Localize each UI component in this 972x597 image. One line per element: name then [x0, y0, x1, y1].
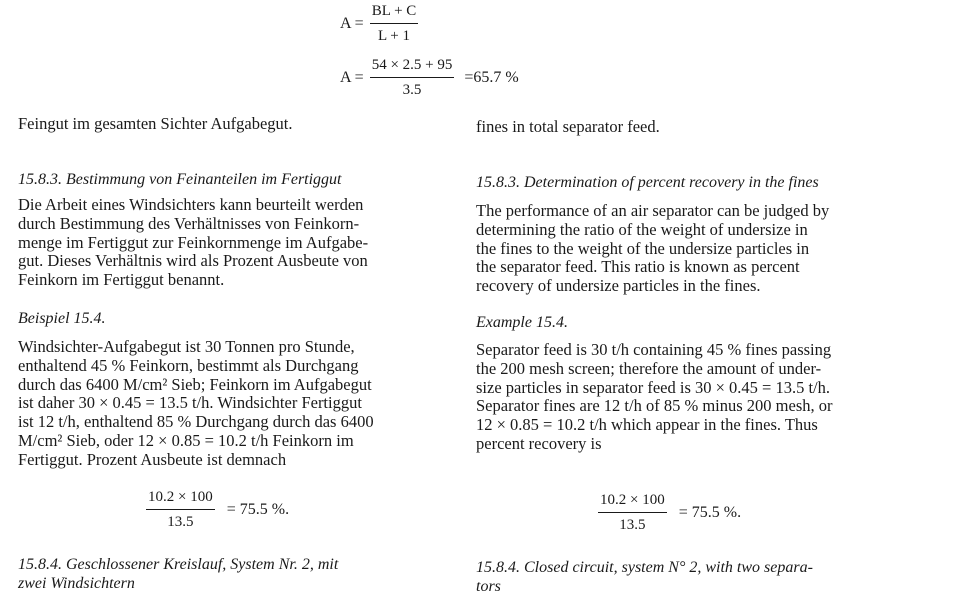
formula-general: [340, 3, 424, 45]
formula-numerator: BL + C: [370, 3, 419, 24]
text-line: enthaltend 45 % Feinkorn, bestimmt als Durchgang: [18, 355, 359, 375]
german-example-heading: Beispiel 15.4.: [18, 310, 106, 327]
text-line: the 200 mesh screen; therefore the amount of under-: [476, 358, 822, 378]
english-section-1583-paragraph: [476, 202, 888, 296]
english-example-heading: Example 15.4.: [476, 314, 568, 331]
formula-result: =65.7 %: [464, 69, 519, 86]
formula-denominator: 3.5: [402, 82, 422, 98]
text-line: Separator feed is 30 t/h containing 45 % fines passing: [476, 340, 832, 359]
text-line: M/cm² Sieb, oder 12 × 0.85 = 10.2 t/h Feinkorn im: [18, 430, 354, 450]
text-line: gut. Dieses Verhältnis wird als Prozent Ausbeute von: [18, 251, 368, 271]
formula-lhs: A =: [340, 15, 364, 32]
formula-result: = 75.5 %.: [678, 504, 742, 521]
text-line: recovery of undersize particles in the fines.: [476, 276, 761, 296]
text-line: Feinkorn im Fertiggut benannt.: [18, 270, 225, 290]
english-formula: [592, 492, 741, 534]
text-line: size particles in separator feed is 30 × 0.45 = 13.5 t/h.: [476, 377, 831, 397]
text-line: Separator fines are 12 t/h of 85 % minus 200 mesh, or: [476, 396, 833, 416]
text-line: the fines to the weight of the undersize particles in: [476, 238, 810, 258]
text-line: determining the ratio of the weight of undersize in: [476, 219, 808, 239]
english-section-1583-heading: 15.8.3. Determination of percent recovery in the fines: [476, 174, 819, 191]
text-line: zwei Windsichtern: [18, 574, 135, 592]
formula-result: = 75.5 %.: [226, 501, 290, 518]
english-section-1584-heading: [476, 559, 888, 597]
formula-fraction: [370, 3, 419, 45]
formula-numerator: 54 × 2.5 + 95: [370, 57, 455, 78]
formula-example: [340, 57, 519, 99]
text-line: 15.8.4. Geschlossener Kreislauf, System Nr. 2, mit: [18, 556, 339, 573]
text-line: ist 12 t/h, enthaltend 85 % Durchgang durch das 6400: [18, 412, 374, 432]
text-line: tors: [476, 577, 501, 595]
text-line: 12 × 0.85 = 10.2 t/h which appear in the fines. Thus: [476, 415, 818, 435]
text-line: ist daher 30 × 0.45 = 13.5 t/h. Windsichter Fertiggut: [18, 393, 362, 413]
formula-numerator: 10.2 × 100: [598, 492, 667, 513]
formula-fraction: [598, 492, 667, 534]
text-line: the separator feed. This ratio is known as percent: [476, 257, 800, 277]
text-line: 15.8.4. Closed circuit, system N° 2, with two separa-: [476, 559, 813, 576]
formula-fraction: [370, 57, 455, 99]
german-intro: Feingut im gesamten Sichter Aufgabegut.: [18, 114, 293, 133]
german-section-1583-paragraph: [18, 196, 430, 290]
german-example-paragraph: [18, 338, 430, 470]
text-line: durch das 6400 M/cm² Sieb; Feinkorn im Aufgabegut: [18, 374, 372, 394]
formula-lhs: A =: [340, 69, 364, 86]
text-line: Windsichter-Aufgabegut ist 30 Tonnen pro Stunde,: [18, 337, 355, 356]
german-section-1583-heading: 15.8.3. Bestimmung von Feinanteilen im Fertiggut: [18, 171, 342, 188]
text-line: Fertiggut. Prozent Ausbeute ist demnach: [18, 449, 287, 469]
text-line: durch Bestimmung des Verhältnisses von Feinkorn-: [18, 213, 360, 233]
text-line: menge im Fertiggut zur Feinkornmenge im Aufgabe-: [18, 232, 369, 252]
formula-denominator: 13.5: [167, 514, 194, 530]
formula-denominator: L + 1: [377, 28, 411, 44]
formula-denominator: 13.5: [619, 517, 646, 533]
text-line: The performance of an air separator can be judged by: [476, 201, 830, 220]
german-formula: [140, 489, 289, 531]
text-line: Die Arbeit eines Windsichters kann beurteilt werden: [18, 195, 364, 214]
german-section-1584-heading: [18, 556, 430, 594]
formula-fraction: [146, 489, 215, 531]
english-example-paragraph: [476, 341, 888, 454]
formula-numerator: 10.2 × 100: [146, 489, 215, 510]
text-line: percent recovery is: [476, 433, 602, 453]
english-intro: fines in total separator feed.: [476, 117, 660, 136]
